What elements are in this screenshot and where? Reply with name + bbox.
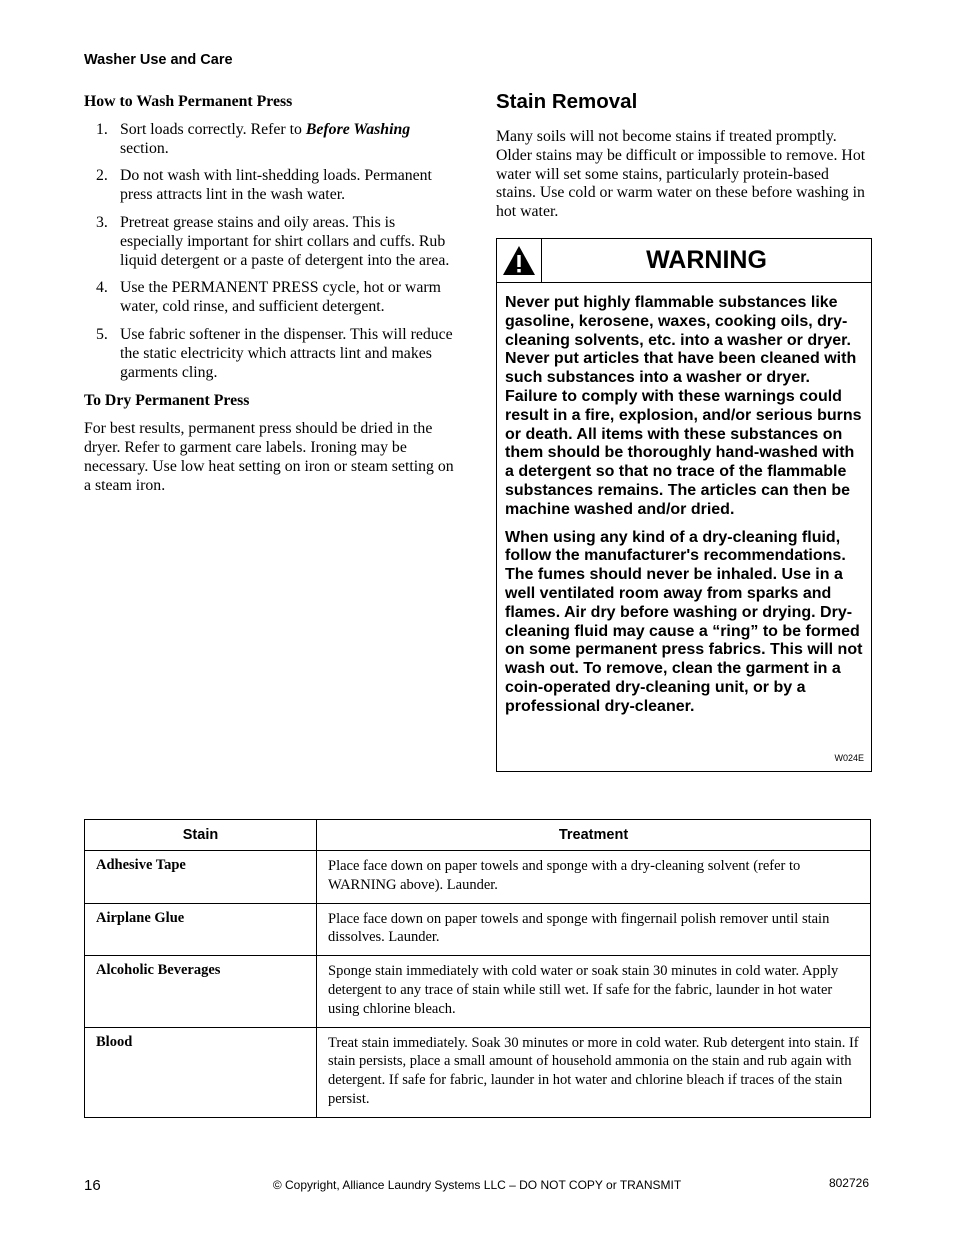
warning-paragraph: Never put highly flammable substances like gasoline, kerosene, waxes, cooking oils, dry-cleaning solvents, etc. into a washer or dryer. Never put articles that have been cleaned with such substances into a washer or dryer. Failure to comply with these warnings could result in a fire, explosion, and/or serious burns or death. All items with these substances on them should be thoroughly hand-washed with a detergent so that no trace of the flammable substances remains. The articles can then be machine washed and/or dried. <box>505 294 862 518</box>
step-number: 5. <box>96 325 108 343</box>
treatment-cell: Place face down on paper towels and sponge with fingernail polish remover until stain dissolves. Launder. <box>317 903 871 956</box>
step-number: 2. <box>96 167 108 185</box>
table-header-row <box>85 820 871 851</box>
table-row <box>85 1027 871 1117</box>
warning-triangle-icon <box>502 245 536 276</box>
warning-icon-cell <box>497 239 542 282</box>
warning-header <box>497 239 871 283</box>
treatment-cell: Treat stain immediately. Soak 30 minutes or more in cold water. Rub detergent into stain. If stain persists, place a small amount of household ammonia on the stain and rub again with detergent. If safe for fabric, launder in hot water and chlorine bleach if traces of the stain persist. <box>317 1027 871 1117</box>
before-washing-reference: Before Washing <box>305 120 411 138</box>
stain-removal-title: Stain Removal <box>496 90 638 113</box>
treatment-cell: Place face down on paper towels and sponge with a dry-cleaning solvent (refer to WARNING above). Launder. <box>317 851 871 904</box>
stain-cell: Airplane Glue <box>85 903 317 956</box>
dry-paragraph: For best results, permanent press should be dried in the dryer. Refer to garment care labels. Ironing may be necessary. Use low heat setting on iron or steam setting on a steam iron. <box>84 420 454 494</box>
dry-heading: To Dry Permanent Press <box>84 392 250 410</box>
list-item <box>84 279 460 317</box>
step-text: Use fabric softener in the dispenser. This will reduce the static electricity which attracts lint and makes garments cling. <box>120 325 453 381</box>
list-item <box>84 167 460 205</box>
warning-code: W024E <box>834 753 864 763</box>
step-number: 4. <box>96 279 108 297</box>
stain-cell: Blood <box>85 1027 317 1117</box>
table-row <box>85 903 871 956</box>
treatment-cell: Sponge stain immediately with cold water or soak stain 30 minutes in cold water. Apply detergent to any trace of stain while still wet. If safe for the fabric, launder in hot water using chlorine bleach. <box>317 956 871 1027</box>
step-number: 1. <box>96 120 108 138</box>
step-number: 3. <box>96 213 108 231</box>
right-column <box>496 90 872 222</box>
column-header-stain: Stain <box>85 820 317 851</box>
left-column <box>84 93 460 495</box>
wash-steps-list <box>84 121 460 383</box>
warning-paragraph: When using any kind of a dry-cleaning fluid, follow the manufacturer's recommendations. The fumes should never be inhaled. Use in a well ventilated room away from sparks and flames. Air dry before washing or drying. Dry-cleaning fluid may cause a “ring” to be formed on some permanent press fabrics. This will not wash out. To remove, clean the garment in a coin-operated dry-cleaning unit, or by a professional dry-cleaner. <box>505 528 863 715</box>
step-text: Do not wash with lint-shedding loads. Permanent press attracts lint in the wash water. <box>120 167 432 204</box>
stain-cell: Adhesive Tape <box>85 851 317 904</box>
page-number: 16 <box>84 1177 101 1194</box>
wash-heading: How to Wash Permanent Press <box>84 93 293 110</box>
document-number: 802726 <box>828 1176 869 1190</box>
table-row <box>85 956 871 1027</box>
warning-box <box>496 238 872 772</box>
list-item <box>84 214 460 270</box>
warning-title: WARNING <box>646 246 767 274</box>
stain-cell: Alcoholic Beverages <box>85 956 317 1027</box>
warning-body <box>497 283 871 717</box>
list-item <box>84 121 460 159</box>
step-text: Use the PERMANENT PRESS cycle, hot or warm water, cold rinse, and sufficient detergent. <box>120 279 441 316</box>
table-row <box>85 851 871 904</box>
running-head: Washer Use and Care <box>84 52 233 68</box>
step-text: Pretreat grease stains and oily areas. This is especially important for shirt collars and cuffs. Rub liquid detergent or a paste of detergent into the area. <box>120 213 450 269</box>
copyright-notice: © Copyright, Alliance Laundry Systems LLC – DO NOT COPY or TRANSMIT <box>272 1178 682 1192</box>
column-header-treatment: Treatment <box>317 820 871 851</box>
list-item <box>84 326 460 382</box>
stain-treatment-table <box>84 819 871 1118</box>
stain-removal-intro: Many soils will not become stains if treated promptly. Older stains may be difficult or impossible to remove. Hot water will set some stains, particularly protein-based stains. Use cold or warm water on these before washing in hot water. <box>496 128 866 221</box>
step-text: Sort loads correctly. Refer to Before Washing section. <box>120 120 411 157</box>
